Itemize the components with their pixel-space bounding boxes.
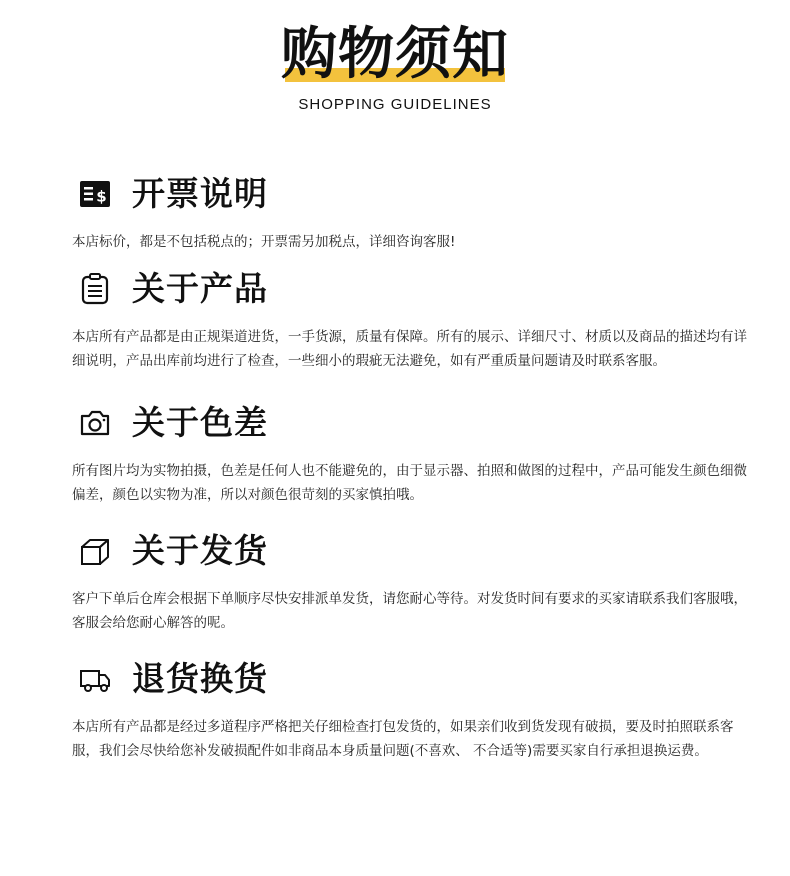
box-icon	[78, 534, 112, 568]
svg-text:$: $	[96, 187, 107, 206]
section-header	[72, 657, 752, 701]
section-body: 本店所有产品都是由正规渠道进货，一手货源，质量有保障。所有的展示、详细尺寸、材质以及商品的描述均有详细说明，产品出库前均进行了检查，一些细小的瑕疵无法避免，如有严重质量问题请及时联系客服。	[72, 329, 747, 369]
section-body: 本店所有产品都是经过多道程序严格把关仔细检查打包发货的，如果亲们收到货发现有破损，要及时拍照联系客服，我们会尽快给您补发破损配件如非商品本身质量问题(不喜欢、 不合适等)需要买家自行承担退换运费。	[72, 719, 734, 759]
clipboard-icon	[78, 272, 112, 306]
page-subtitle: SHOPPING GUIDELINES	[298, 96, 492, 113]
section-body: 本店标价，都是不包括税点的；开票需另加税点，详细咨询客服!	[72, 234, 456, 250]
section-title: 关于产品	[132, 269, 268, 308]
camera-icon	[78, 406, 112, 440]
section-header	[72, 267, 752, 311]
section-title: 开票说明	[132, 174, 268, 213]
section-product	[72, 267, 752, 373]
section-title: 关于色差	[132, 403, 268, 442]
section-header	[72, 172, 752, 216]
page-header	[0, 18, 790, 113]
title-wrap	[281, 18, 509, 90]
section-shipping	[72, 529, 752, 635]
section-color	[72, 401, 752, 507]
section-returns	[72, 657, 752, 763]
section-title: 关于发货	[132, 531, 268, 570]
section-body: 客户下单后仓库会根据下单顺序尽快安排派单发货，请您耐心等待。对发货时间有要求的买家请联系我们客服哦，客服会给您耐心解答的呢。	[72, 591, 747, 631]
truck-icon	[78, 662, 112, 696]
section-title: 退货换货	[132, 659, 268, 698]
section-body: 所有图片均为实物拍摄，色差是任何人也不能避免的，由于显示器、拍照和做图的过程中，产品可能发生颜色细微偏差，颜色以实物为准，所以对颜色很苛刻的买家慎拍哦。	[72, 463, 747, 503]
section-header	[72, 529, 752, 573]
invoice-dollar-icon	[78, 177, 112, 211]
section-invoice	[72, 172, 752, 254]
page-title: 购物须知	[281, 21, 509, 87]
section-header	[72, 401, 752, 445]
